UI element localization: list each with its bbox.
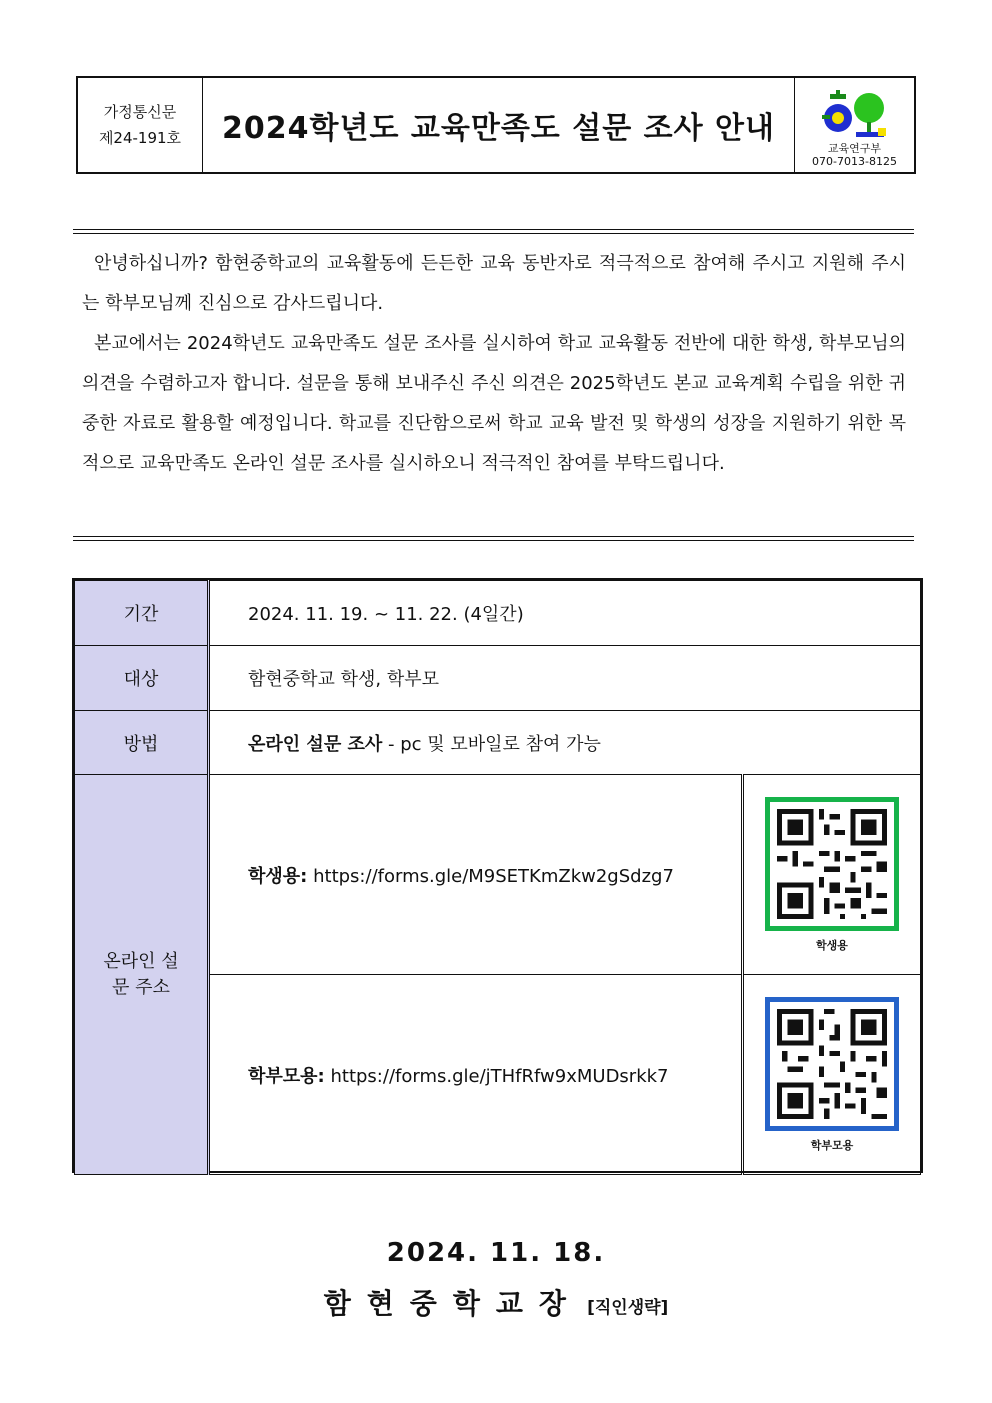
table-row <box>75 711 921 775</box>
parent-qr-cell <box>743 975 921 1175</box>
intro-paragraph-2: 본교에서는 2024학년도 교육만족도 설문 조사를 실시하여 학교 교육활동 전반에 대한 학생, 학부모님의 의견을 수렴하고자 합니다. 설문을 통해 보내주신 주신 의견은 2025학년도 본교 교육계획 수립을 위한 귀중한 자료로 활용할 예정입니다. 학교를 진단함으로써 학교 교육 발전 및 학생의 성장을 지원하기 위한 목적으로 교육만족도 온라인 설문 조사를 실시하오니 적극적인 참여를 부탁드립니다. <box>82 333 906 474</box>
student-qr-code-icon[interactable] <box>765 797 899 931</box>
newsletter-type: 가정통신문 <box>103 103 177 121</box>
method-value-bold: 온라인 설문 조사 <box>248 733 383 755</box>
intro-paragraph-1: 안녕하십니까? 함현중학교의 교육활동에 든든한 교육 동반자로 적극적으로 참여해 주시고 지원해 주시는 학부모님께 진심으로 감사드립니다. <box>82 253 906 314</box>
issue-date: 2024. 11. 18. <box>386 1238 606 1268</box>
school-logo-icon <box>820 88 890 140</box>
department-name: 교육연구부 <box>827 142 882 155</box>
divider <box>73 536 914 541</box>
seal-omitted: [직인생략] <box>587 1298 669 1318</box>
survey-info-table <box>72 578 923 1173</box>
method-value <box>209 711 921 775</box>
parent-qr-label: 학부모용 <box>810 1138 854 1152</box>
target-value: 함현중학교 학생, 학부모 <box>209 646 921 711</box>
table-row <box>75 581 921 646</box>
period-label: 기간 <box>75 581 209 646</box>
newsletter-id-block <box>78 78 203 172</box>
student-url-label: 학생용: <box>248 865 308 887</box>
address-label: 온라인 설문 주소 <box>75 775 209 1175</box>
newsletter-header <box>76 76 916 174</box>
student-url-cell <box>209 775 743 975</box>
school-logo-block <box>794 78 914 172</box>
divider <box>73 229 914 234</box>
method-value-rest: - pc 및 모바일로 참여 가능 <box>382 733 601 755</box>
department-phone: 070-7013-8125 <box>812 155 897 168</box>
parent-url-label: 학부모용: <box>248 1065 325 1087</box>
method-label: 방법 <box>75 711 209 775</box>
target-label: 대상 <box>75 646 209 711</box>
parent-url-cell <box>209 975 743 1175</box>
parent-url-link[interactable]: https://forms.gle/jTHfRfw9xMUDsrkk7 <box>330 1065 669 1087</box>
student-qr-cell <box>743 775 921 975</box>
intro-section <box>82 244 906 484</box>
student-url-link[interactable]: https://forms.gle/M9SETKmZkw2gSdzg7 <box>313 865 674 887</box>
principal-name: 함현중학교장 <box>323 1287 582 1320</box>
signature-line <box>0 1282 992 1322</box>
parent-qr-code-icon[interactable] <box>765 997 899 1131</box>
period-value: 2024. 11. 19. ~ 11. 22. (4일간) <box>209 581 921 646</box>
table-row <box>75 646 921 711</box>
table-row <box>75 775 921 975</box>
student-qr-label: 학생용 <box>816 938 848 952</box>
page-title: 2024학년도 교육만족도 설문 조사 안내 <box>222 111 775 146</box>
newsletter-number: 제24-191호 <box>98 129 182 147</box>
